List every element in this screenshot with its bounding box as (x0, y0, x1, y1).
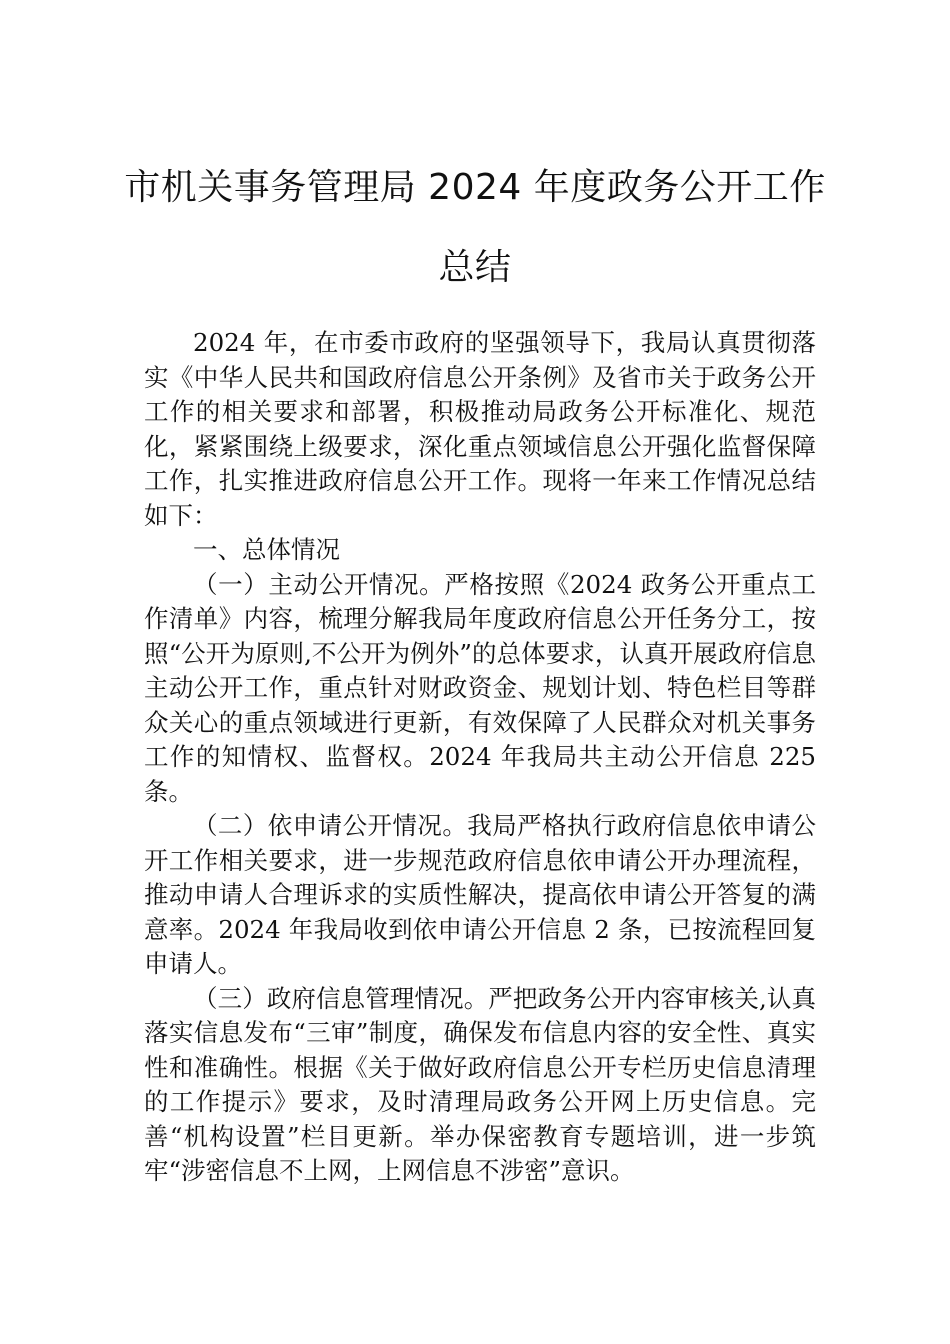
document-body (144, 326, 816, 1189)
section-heading-overall: 一、总体情况 (193, 535, 340, 564)
paragraph-active-disclosure: （一）主动公开情况。严格按照《2024 政务公开重点工作清单》内容，梳理分解我局年度政府信息公开任务分工，按照“公开为原则,不公开为例外”的总体要求，认真开展政府信息主动公开工作，重点针对财政资金、规划计划、特色栏目等群众关心的重点领域进行更新，有效保障了人民群众对机关事务工作的知情权、监督权。2024 年我局共主动公开信息 225 条。 (144, 569, 816, 806)
intro-paragraph: 2024 年，在市委市政府的坚强领导下，我局认真贯彻落实《中华人民共和国政府信息公开条例》及省市关于政务公开工作的相关要求和部署，积极推动局政务公开标准化、规范化，紧紧围绕上级要求，深化重点领域信息公开强化监督保障工作，扎实推进政府信息公开工作。现将一年来工作情况总结如下： (144, 328, 816, 530)
paragraph-application-disclosure: （二）依申请公开情况。我局严格执行政府信息依申请公开工作相关要求，进一步规范政府信息依申请公开办理流程，推动申请人合理诉求的实质性解决，提高依申请公开答复的满意率。2024 年我局收到依申请公开信息 2 条，已按流程回复申请人。 (144, 811, 816, 978)
paragraph-information-management: （三）政府信息管理情况。严把政务公开内容审核关,认真落实信息发布“三审”制度，确保发布信息内容的安全性、真实性和准确性。根据《关于做好政府信息公开专栏历史信息清理的工作提示》要求，及时清理局政务公开网上历史信息。完善“机构设置”栏目更新。举办保密教育专题培训，进一步筑牢“涉密信息不上网，上网信息不涉密”意识。 (144, 983, 816, 1185)
title-line-2: 总结 (438, 247, 512, 288)
document-title (100, 148, 850, 308)
title-line-1: 市机关事务管理局 2024 年度政务公开工作 (124, 167, 826, 208)
